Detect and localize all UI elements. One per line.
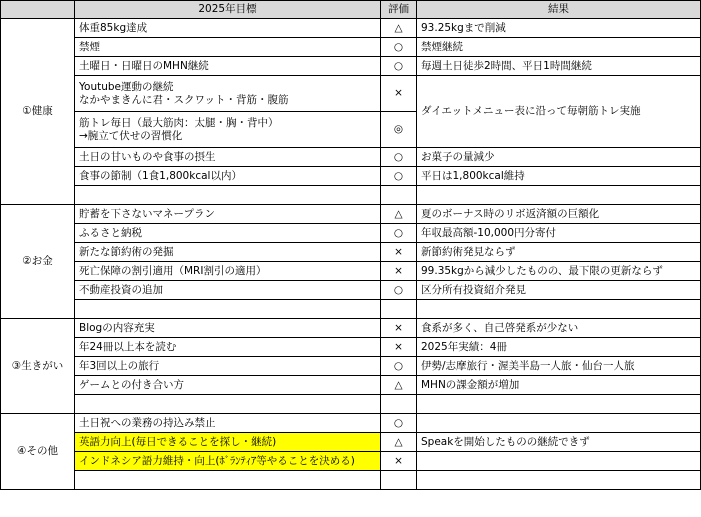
result-cell[interactable]: 禁煙継続 [417, 38, 701, 57]
goal-cell[interactable]: 死亡保障の割引適用（MRI割引の適用） [75, 262, 381, 281]
eval-cell[interactable]: ○ [381, 357, 417, 376]
table-row [1, 205, 701, 224]
header-category [1, 1, 75, 19]
result-cell[interactable]: 伊勢/志摩旅行・渥美半島一人旅・仙台一人旅 [417, 357, 701, 376]
table-row [1, 19, 701, 38]
category-other[interactable]: ④その他 [1, 414, 75, 490]
eval-cell[interactable]: ○ [381, 281, 417, 300]
eval-cell[interactable]: × [381, 262, 417, 281]
goal-cell[interactable]: 土日の甘いものや食事の摂生 [75, 148, 381, 167]
empty-row [1, 186, 701, 205]
result-cell[interactable]: 99.35kgから減少したものの、最下限の更新ならず [417, 262, 701, 281]
result-cell[interactable] [417, 186, 701, 205]
goal-line: なかやまきんに君・スクワット・背筋・腹筋 [79, 93, 289, 106]
goal-cell[interactable]: Blogの内容充実 [75, 319, 381, 338]
table-row [1, 376, 701, 395]
goal-cell[interactable] [75, 300, 381, 319]
goal-cell[interactable]: 新たな節約術の発掘 [75, 243, 381, 262]
table-row [1, 148, 701, 167]
goal-cell[interactable] [75, 112, 381, 148]
goal-cell[interactable]: 土曜日・日曜日のMHN継続 [75, 57, 381, 76]
table-row [1, 319, 701, 338]
goal-cell[interactable]: 体重85kg達成 [75, 19, 381, 38]
goal-cell[interactable]: 土日祝への業務の持込み禁止 [75, 414, 381, 433]
goal-cell-highlighted[interactable]: インドネシア語力維持・向上(ﾎﾞﾗﾝﾃｨｱ等やることを決める) [75, 452, 381, 471]
result-cell[interactable]: 新節約術発見ならず [417, 243, 701, 262]
header-result: 結果 [417, 1, 701, 19]
result-cell[interactable]: お菓子の量減少 [417, 148, 701, 167]
goal-line: Youtube運動の継続 [79, 81, 174, 94]
table-row [1, 338, 701, 357]
goal-line: →腕立て伏せの習慣化 [79, 129, 183, 142]
result-cell[interactable] [417, 395, 701, 414]
goal-cell[interactable] [75, 395, 381, 414]
result-cell[interactable] [417, 471, 701, 490]
eval-cell[interactable]: ○ [381, 414, 417, 433]
goal-cell[interactable]: 禁煙 [75, 38, 381, 57]
eval-cell[interactable]: △ [381, 205, 417, 224]
header-goal: 2025年目標 [75, 1, 381, 19]
result-cell[interactable]: ダイエットメニュー表に沿って毎朝筋トレ実施 [417, 76, 701, 148]
result-cell[interactable]: 毎週土日徒歩2時間、平日1時間継続 [417, 57, 701, 76]
goal-cell[interactable]: 年3回以上の旅行 [75, 357, 381, 376]
eval-cell[interactable]: ○ [381, 38, 417, 57]
result-cell[interactable] [417, 300, 701, 319]
goal-cell[interactable]: 食事の節制（1食1,800kcal以内） [75, 167, 381, 186]
eval-cell[interactable]: × [381, 243, 417, 262]
category-health[interactable]: ①健康 [1, 19, 75, 205]
result-cell[interactable]: 区分所有投資紹介発見 [417, 281, 701, 300]
eval-cell[interactable]: ○ [381, 224, 417, 243]
goal-cell[interactable]: ふるさと納税 [75, 224, 381, 243]
category-life[interactable]: ③生きがい [1, 319, 75, 414]
goal-cell[interactable]: 貯蓄を下さないマネープラン [75, 205, 381, 224]
eval-cell[interactable]: △ [381, 376, 417, 395]
table-row [1, 262, 701, 281]
table-row [1, 281, 701, 300]
result-cell[interactable]: 平日は1,800kcal維持 [417, 167, 701, 186]
goal-line: 筋トレ毎日（最大筋肉：太腿・胸・背中） [79, 117, 279, 130]
result-cell[interactable] [417, 452, 701, 471]
result-cell[interactable]: Speakを開始したものの継続できず [417, 433, 701, 452]
empty-row [1, 300, 701, 319]
result-cell[interactable]: 食系が多く、自己啓発系が少ない [417, 319, 701, 338]
eval-cell[interactable]: ○ [381, 167, 417, 186]
eval-cell[interactable]: △ [381, 433, 417, 452]
eval-cell[interactable]: △ [381, 19, 417, 38]
eval-cell[interactable] [381, 186, 417, 205]
table-row [1, 452, 701, 471]
eval-cell[interactable]: × [381, 452, 417, 471]
table-row [1, 243, 701, 262]
result-cell[interactable]: MHNの課金額が増加 [417, 376, 701, 395]
eval-cell[interactable]: × [381, 338, 417, 357]
goal-cell[interactable]: ゲームとの付き合い方 [75, 376, 381, 395]
result-cell[interactable]: 2025年実績：4冊 [417, 338, 701, 357]
eval-cell[interactable]: ◎ [381, 112, 417, 148]
eval-cell[interactable] [381, 395, 417, 414]
table-row [1, 38, 701, 57]
table-row [1, 433, 701, 452]
eval-cell[interactable]: ○ [381, 148, 417, 167]
table-row [1, 167, 701, 186]
result-cell[interactable]: 93.25kgまで削減 [417, 19, 701, 38]
result-cell[interactable]: 夏のボーナス時のリボ返済額の巨額化 [417, 205, 701, 224]
table-row [1, 76, 701, 112]
goal-cell[interactable] [75, 76, 381, 112]
category-money[interactable]: ②お金 [1, 205, 75, 319]
goal-cell-highlighted[interactable]: 英語力向上(毎日できることを探し・継続) [75, 433, 381, 452]
result-cell[interactable] [417, 414, 701, 433]
eval-cell[interactable]: × [381, 76, 417, 112]
goal-cell[interactable]: 不動産投資の追加 [75, 281, 381, 300]
eval-cell[interactable]: × [381, 319, 417, 338]
eval-cell[interactable] [381, 471, 417, 490]
eval-cell[interactable]: ○ [381, 57, 417, 76]
goal-cell[interactable] [75, 186, 381, 205]
table-row [1, 414, 701, 433]
header-eval: 評価 [381, 1, 417, 19]
goal-cell[interactable]: 年24冊以上本を読む [75, 338, 381, 357]
header-row [1, 1, 701, 19]
goal-cell[interactable] [75, 471, 381, 490]
eval-cell[interactable] [381, 300, 417, 319]
result-cell[interactable]: 年収最高額-10,000円分寄付 [417, 224, 701, 243]
table-row [1, 357, 701, 376]
table-row [1, 224, 701, 243]
empty-row [1, 471, 701, 490]
table-row [1, 57, 701, 76]
empty-row [1, 395, 701, 414]
